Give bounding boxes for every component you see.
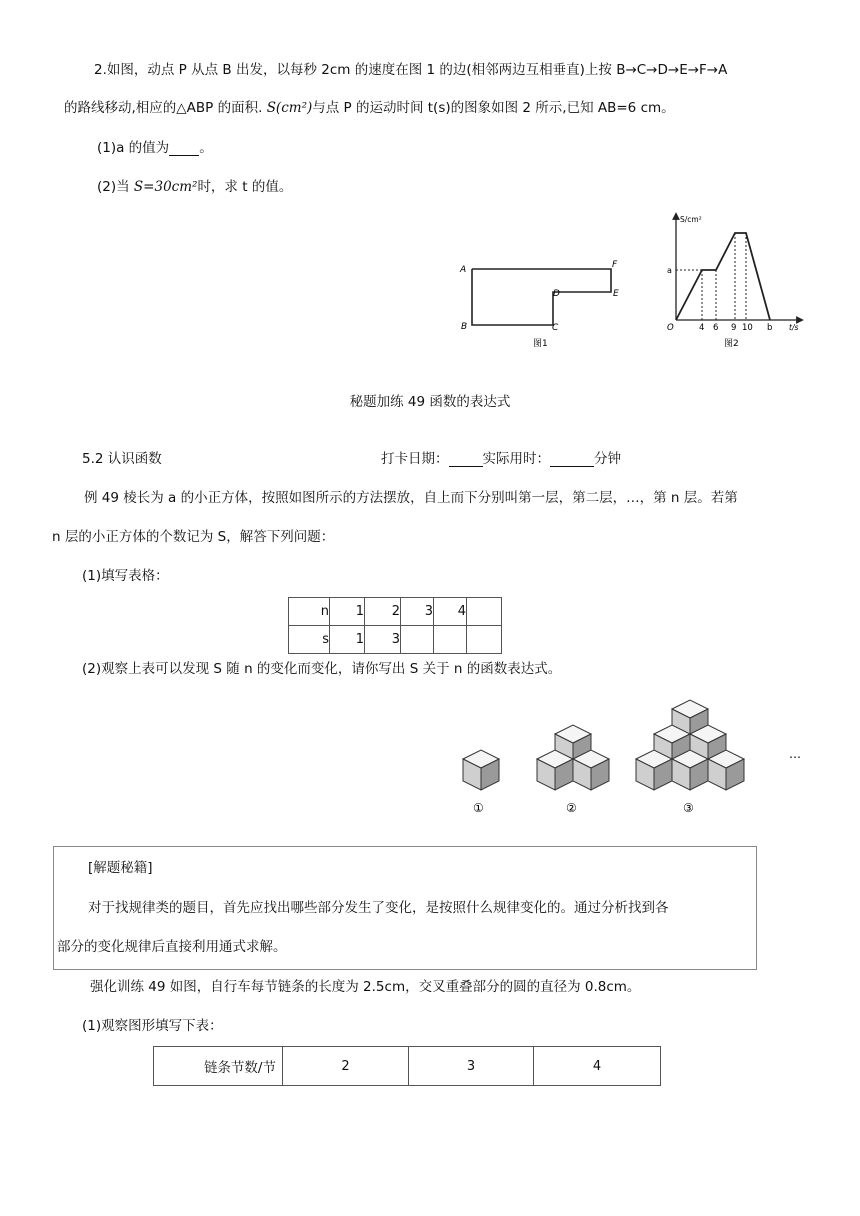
question-1	[97, 136, 213, 156]
label-B: B	[461, 322, 468, 332]
figure-label-2: ②	[566, 801, 577, 815]
table-row-n	[289, 598, 502, 626]
table-cell: 1	[330, 626, 365, 654]
problem2-line1: 2.如图，动点 P 从点 B 出发，以每秒 2cm 的速度在图 1 的边(相邻两边互相垂直)上按 B→C→D→E→F→A	[94, 62, 728, 78]
problem2-line2-a: 的路线移动,相应的△ABP 的面积.	[64, 100, 267, 116]
tick-label-4: 4	[699, 323, 705, 333]
table-row	[154, 1047, 661, 1086]
checkin-label: 打卡日期：	[381, 451, 449, 467]
figure-2-caption: 图2	[724, 339, 739, 349]
tick-label-6: 6	[713, 323, 719, 333]
checkin-date-blank[interactable]	[449, 450, 483, 467]
minutes-label: 分钟	[594, 451, 621, 467]
table-cell: 3	[401, 598, 434, 626]
cube	[463, 750, 499, 790]
question-2-suffix: 时，求 t 的值。	[197, 179, 293, 195]
problem2-line2	[64, 96, 675, 116]
tips-line2: 部分的变化规律后直接利用通式求解。	[57, 939, 287, 955]
y-axis-label: S/cm²	[680, 215, 702, 224]
figure-1-outline	[472, 269, 611, 325]
table-cell: n	[289, 598, 330, 626]
table-cell	[467, 598, 502, 626]
section-title: 秘题加练 49 函数的表达式	[349, 394, 511, 410]
problem2-line2-c: 与点 P 的运动时间 t(s)的图象如图 2 所示,已知 AB=6 cm。	[312, 100, 675, 116]
question-1-text: (1)a 的值为	[97, 140, 170, 156]
question-2	[97, 175, 292, 195]
table-cell: 2	[365, 598, 401, 626]
chain-table	[153, 1046, 661, 1086]
answer-blank[interactable]	[169, 139, 199, 156]
figure-1-caption: 图1	[533, 339, 548, 349]
table-cell: 4	[534, 1047, 661, 1086]
cube	[636, 750, 672, 790]
table-cell: 1	[330, 598, 365, 626]
label-A: A	[460, 265, 467, 275]
table-header-cell: 链条节数/节	[154, 1047, 283, 1086]
cube	[537, 750, 573, 790]
label-D: D	[553, 289, 560, 299]
table-row-s	[289, 626, 502, 654]
example-line2: n 层的小正方体的个数记为 S，解答下列问题：	[52, 529, 335, 545]
table-cell: 3	[365, 626, 401, 654]
actual-time-label: 实际用时：	[482, 451, 550, 467]
ellipsis: …	[789, 747, 801, 761]
cube	[708, 750, 744, 790]
tips-line1: 对于找规律类的题目，首先应找出哪些部分发生了变化，是按照什么规律变化的。通过分析找到各	[88, 900, 669, 916]
tick-label-9: 9	[731, 323, 737, 333]
question-1-suffix: 。	[199, 140, 213, 156]
figure-1-diagram	[455, 255, 630, 350]
example-line1: 例 49 棱长为 a 的小正方体，按照如图所示的方法摆放，自上而下分别叫第一层，第二层，…，第 n 层。若第	[84, 490, 738, 506]
area-graph-line	[676, 233, 770, 320]
origin-label: O	[667, 323, 674, 333]
cube-stack-figure	[455, 688, 815, 820]
cube	[672, 750, 708, 790]
label-F: F	[612, 260, 618, 270]
table-cell: 3	[409, 1047, 534, 1086]
cube	[573, 750, 609, 790]
x-axis-label: t/s	[789, 323, 799, 332]
figure-label-1: ①	[473, 801, 484, 815]
question-2-prefix: (2)当	[97, 179, 134, 195]
checkin-line	[381, 447, 621, 467]
training-line1: 强化训练 49 如图，自行车每节链条的长度为 2.5cm，交叉重叠部分的圆的直径为 0.8cm。	[90, 979, 641, 995]
table-cell: 2	[283, 1047, 409, 1086]
tick-label-10: 10	[742, 323, 753, 333]
table-cell	[467, 626, 502, 654]
table-cell-blank[interactable]	[401, 626, 434, 654]
training-question-1: (1)观察图形填写下表：	[82, 1018, 223, 1034]
table-cell-blank[interactable]	[434, 626, 467, 654]
example-question-2: (2)观察上表可以发现 S 随 n 的变化而变化，请你写出 S 关于 n 的函数表达式。	[82, 661, 562, 677]
label-E: E	[613, 289, 619, 299]
label-C: C	[552, 323, 559, 333]
figure-label-3: ③	[683, 801, 694, 815]
actual-time-blank[interactable]	[550, 450, 594, 467]
area-expression: S(cm²)	[266, 100, 313, 116]
figure-2-graph	[660, 208, 810, 350]
example-question-1: (1)填写表格：	[82, 568, 169, 584]
table-cell: 4	[434, 598, 467, 626]
tick-label-b: b	[767, 323, 773, 333]
question-2-math: S=30cm²	[133, 179, 198, 195]
lesson-name: 5.2 认识函数	[82, 451, 162, 467]
table-cell: s	[289, 626, 330, 654]
example-table	[288, 597, 502, 654]
tick-label-a: a	[667, 266, 672, 275]
tips-title: [解题秘籍]	[88, 860, 153, 876]
